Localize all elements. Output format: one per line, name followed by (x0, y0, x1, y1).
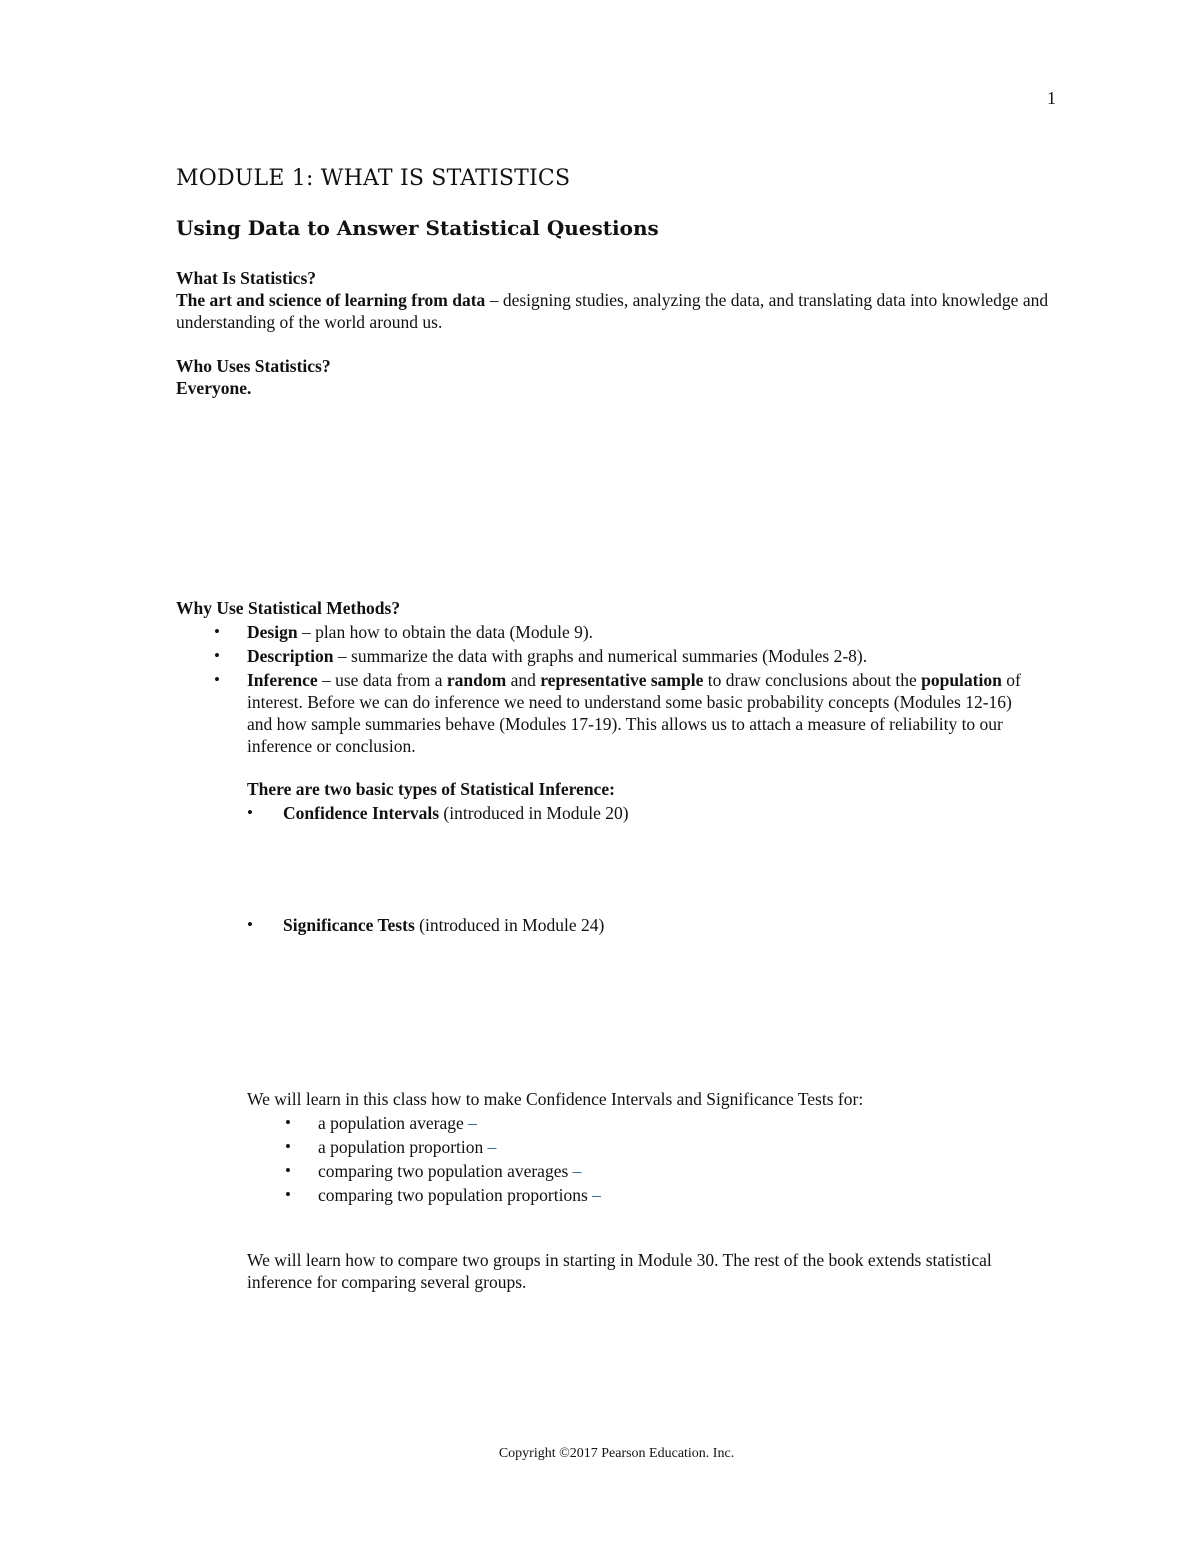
learn-closing: We will learn how to compare two groups in starting in Module 30. The rest of the book extends statistical inference for comparing several groups. (247, 1250, 992, 1292)
list-item (285, 1160, 601, 1182)
item-bold: representative sample (540, 670, 704, 690)
item-dash: – (487, 1137, 497, 1157)
statistics-definition (176, 289, 1056, 333)
section-title: Using Data to Answer Statistical Questions (176, 216, 659, 240)
bullet-icon: • (247, 803, 253, 822)
item-text: (introduced in Module 24) (414, 915, 605, 935)
item-text: a population proportion (318, 1137, 488, 1157)
who-uses-answer (176, 377, 251, 399)
what-is-question-text: What Is Statistics? (176, 268, 317, 288)
inference-types-list (247, 802, 947, 936)
item-text: (introduced in Module 20) (439, 803, 629, 823)
item-text: – use data from a (317, 670, 447, 690)
item-text: comparing two population averages (318, 1161, 573, 1181)
who-uses-answer-text: Everyone. (176, 378, 252, 398)
learn-list (285, 1112, 601, 1208)
list-item (214, 645, 1034, 667)
item-term: Description (247, 646, 334, 666)
item-text: a population average (318, 1113, 469, 1133)
item-dash: – (468, 1113, 477, 1133)
who-uses-question (176, 355, 331, 377)
list-item (247, 914, 947, 936)
item-term: Inference (247, 670, 318, 690)
page-number: 1 (1047, 88, 1056, 108)
copyright-footer: Copyright ©2017 Pearson Education. Inc. (498, 1446, 735, 1461)
why-use-question (176, 597, 400, 619)
methods-list (214, 621, 1034, 759)
inference-types-heading (247, 778, 615, 800)
list-item (285, 1112, 601, 1134)
bullet-icon: • (285, 1137, 291, 1156)
bullet-icon: • (214, 622, 220, 641)
item-bold: population (921, 670, 1002, 690)
inference-types-heading-text: There are two basic types of Statistical Inference: (247, 779, 615, 799)
who-uses-question-text: Who Uses Statistics? (176, 356, 331, 376)
item-dash: – (592, 1185, 601, 1205)
learn-intro: We will learn in this class how to make Confidence Intervals and Significance Tests for: (247, 1089, 864, 1109)
item-term: Confidence Intervals (283, 803, 440, 823)
bullet-icon: • (214, 646, 220, 665)
item-bold: random (446, 670, 507, 690)
item-term: Design (247, 622, 298, 642)
item-text: of interest. Before we can do inference we need to understand some basic probability concepts (Modules 12-16) and how sample summaries behave (Modules 17-19). This allows us to attach a measure of reliability to our inference or conclusion. (247, 670, 1021, 756)
list-item (285, 1184, 601, 1206)
definition-text: – designing studies, analyzing the data, and translating data into knowledge and understanding of the world around us. (176, 290, 1049, 332)
definition-term: The art and science of learning from data (176, 290, 486, 310)
list-item (214, 669, 1034, 757)
bullet-icon: • (285, 1185, 291, 1204)
bullet-icon: • (247, 915, 253, 934)
item-text: – plan how to obtain the data (Module 9). (297, 622, 594, 642)
what-is-statistics-question (176, 267, 316, 289)
item-dash: – (572, 1161, 582, 1181)
bullet-icon: • (285, 1161, 291, 1180)
item-text: and (506, 670, 541, 690)
list-item (214, 621, 1034, 643)
bullet-icon: • (214, 670, 220, 689)
item-text: comparing two population proportions (318, 1185, 593, 1205)
item-term: Significance Tests (283, 915, 415, 935)
why-use-question-text: Why Use Statistical Methods? (176, 598, 401, 618)
item-text: – summarize the data with graphs and numerical summaries (Modules 2-8). (333, 646, 868, 666)
item-text: to draw conclusions about the (703, 670, 922, 690)
bullet-icon: • (285, 1113, 291, 1132)
module-title: MODULE 1: WHAT IS STATISTICS (176, 166, 571, 191)
list-item (285, 1136, 601, 1158)
list-item (247, 802, 947, 824)
